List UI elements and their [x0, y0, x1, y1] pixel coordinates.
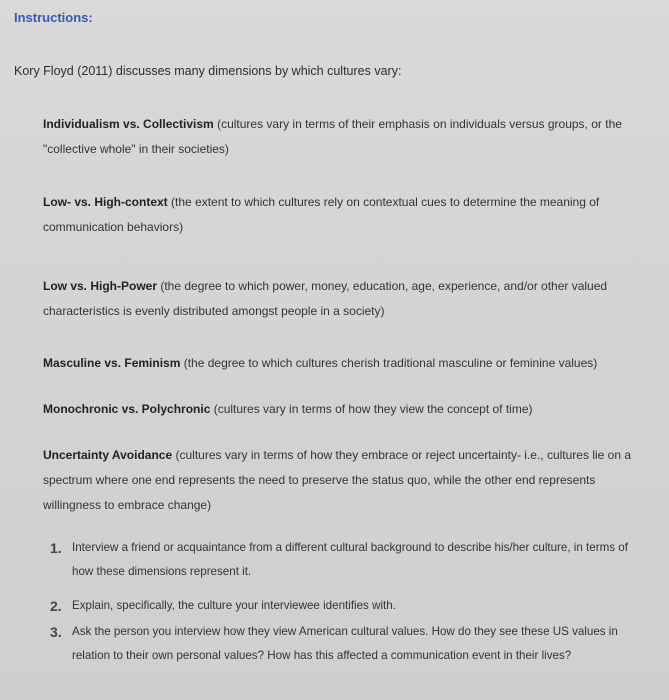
dimension-term: Masculine vs. Feminism: [43, 356, 181, 370]
question-text: Ask the person you interview how they view American cultural values. How do they see these US values in relation to their own personal values? How has this affected a communication event in their lives?: [72, 625, 618, 662]
dimension-description: (cultures vary in terms of their emphasis on individuals versus groups, or the "collective whole" in their societies): [43, 117, 622, 156]
dimension-term: Low vs. High-Power: [43, 279, 158, 293]
question-text: Interview a friend or acquaintance from a different cultural background to describe his/her culture, in terms of how these dimensions represent it.: [72, 541, 628, 578]
dimension-item: [43, 112, 655, 162]
dimension-term: Uncertainty Avoidance: [43, 448, 173, 462]
question-item: [50, 536, 650, 584]
intro-text: Kory Floyd (2011) discusses many dimensions by which cultures vary:: [14, 64, 402, 78]
question-item: [50, 594, 396, 618]
dimension-item: [43, 443, 655, 518]
question-number: 3.: [50, 624, 62, 640]
instructions-heading: Instructions:: [14, 10, 93, 25]
dimension-description: (cultures vary in terms of how they embrace or reject uncertainty- i.e., cultures lie on a spectrum where one end represents the need to preserve the status quo, while the other end represents willingness to embrace change): [43, 448, 632, 512]
question-number: 1.: [50, 540, 62, 556]
dimension-item: [43, 351, 597, 376]
dimension-description: (cultures vary in terms of how they view the concept of time): [210, 402, 533, 416]
question-text: Explain, specifically, the culture your interviewee identifies with.: [72, 599, 396, 612]
dimension-description: (the degree to which power, money, education, age, experience, and/or other valued characteristics is evenly distributed amongst people in a society): [43, 279, 608, 318]
dimension-term: Low- vs. High-context: [43, 195, 168, 209]
question-item: [50, 620, 650, 668]
dimension-description: (the degree to which cultures cherish traditional masculine or feminine values): [180, 356, 598, 370]
dimension-item: [43, 274, 655, 324]
dimension-item: [43, 190, 655, 240]
dimension-term: Monochronic vs. Polychronic: [43, 402, 211, 416]
dimension-item: [43, 397, 533, 422]
dimension-description: (the extent to which cultures rely on contextual cues to determine the meaning of communication behaviors): [43, 195, 600, 234]
question-number: 2.: [50, 598, 62, 614]
dimension-term: Individualism vs. Collectivism: [43, 117, 214, 131]
